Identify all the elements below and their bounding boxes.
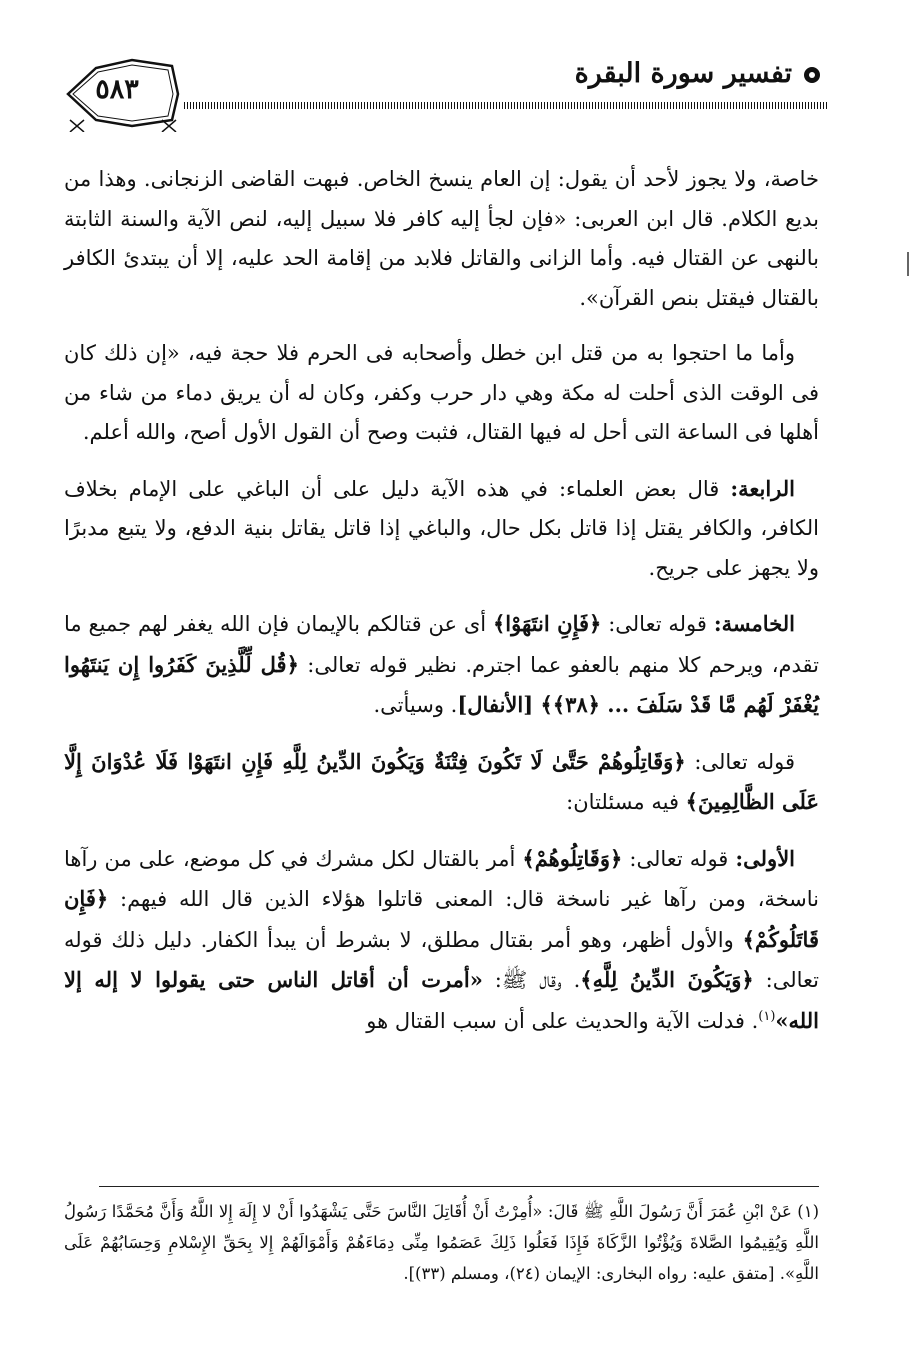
paragraph-1 — [64, 160, 819, 318]
hadith-quote: «أمرت أن أقاتل الناس حتى يقولوا لا إله إلا الله» — [64, 967, 819, 1033]
section-heading: الخامسة: — [713, 611, 795, 636]
paragraph-text: أى عن قتالكم بالإيمان فإن الله يغفر لهم جميع ما تقدم، ويرحم كلا منهم بالعفو عما اجترم. نظير قوله تعالى: — [64, 612, 819, 677]
quran-verse: ﴿فَإِنِ انتَهَوْا﴾ — [492, 611, 602, 636]
paragraph-6 — [64, 839, 819, 1042]
paragraph-text: وأما ما احتجوا به من قتل ابن خطل وأصحابه فى الحرم فلا حجة فيه، «إن ذلك كان فى الوقت الذى أحلت له مكة وهي دار حرب وكفر، وكان له أن يريق دماء من شاء من أهلها فى الساعة التى أحل له فيها القتال، فثبت وصح أن القول الأول أصح، والله أعلم. — [64, 341, 819, 444]
page-header — [50, 52, 828, 142]
paragraph-text: . فدلت الآية والحديث على أن سبب القتال هو — [366, 1008, 759, 1033]
header-rule — [184, 102, 828, 109]
section-heading: الرابعة: — [730, 475, 795, 501]
paragraph-text: والأول أظهر، وهو أمر بقتال مطلق، لا بشرط أن يبدأ الكفار. دليل ذلك قوله تعالى: — [64, 927, 820, 992]
paragraph-text: فيه مسئلتان: — [566, 790, 686, 814]
page-number: ٥٨٣ — [95, 74, 139, 105]
footnote: (١) عَنْ ابْنِ عُمَرَ أَنَّ رَسُولَ اللَّهِ ﷺ قَالَ: «أُمِرْتُ أَنْ أُقَاتِلَ النَّاسَ حَتَّى يَشْهَدُوا أَنْ لا إِلَهَ إِلا اللَّهُ وَأَنَّ مُحَمَّدًا رَسُولُ اللَّهِ وَيُقِيمُوا الصَّلاةَ وَيُؤْتُوا الزَّكَاةَ فَإِذَا فَعَلُوا ذَلِكَ عَصَمُوا مِنِّى دِمَاءَهُمْ وَأَمْوَالَهُمْ إِلا بِحَقِّ الإِسْلامِ وَحِسَابُهُمْ عَلَى اللَّهِ». [متفق عليه: رواه البخارى: الإيمان (٢٤)، ومسلم (٣٣)]. — [64, 1202, 819, 1283]
footnote-marker: (١) — [758, 1008, 776, 1024]
paragraph-text: قوله تعالى: — [601, 612, 714, 636]
main-text — [64, 160, 819, 1057]
footnote-separator — [99, 1186, 819, 1187]
paragraph-text: قوله تعالى: — [622, 846, 736, 871]
quran-verse: ﴿وَقَاتِلُوهُمْ﴾ — [522, 845, 623, 871]
quran-verse: ﴿وَيَكُونَ الدِّينُ لِلَّهِ﴾ — [580, 967, 754, 992]
flower-ornament-icon — [802, 65, 822, 85]
quran-verse: ﴿قُل لِّلَّذِينَ كَفَرُوا إِن يَنتَهُوا يُغْفَرْ لَهُم مَّا قَدْ سَلَفَ ... ﴿٣٨﴾﴾ [الأنفال] — [64, 651, 819, 717]
paragraph-text: . وقال ﷺ: — [482, 968, 581, 992]
paragraph-4 — [64, 604, 819, 726]
paragraph-text: قوله تعالى: — [685, 749, 795, 774]
paragraph-3 — [64, 469, 819, 589]
paragraph-text: قال بعض العلماء: في هذه الآية دليل على أن الباغي على الإمام بخلاف الكافر، والكافر يقتل إذا قاتل بكل حال، والباغي إذا قاتل يقاتل بنية الدفع، ولا يتبع مدبرًا ولا يجهز على جريح. — [64, 476, 819, 580]
paragraph-text: أمر بالقتال لكل مشرك في كل موضع، على من رآها ناسخة، ومن رآها غير ناسخة قال: المعنى قاتلوا هؤلاء الذين قال الله فيهم: — [64, 846, 819, 911]
quran-verse: ﴿وَقَاتِلُوهُمْ حَتَّىٰ لَا تَكُونَ فِتْنَةٌ وَيَكُونَ الدِّينُ لِلَّهِ فَإِنِ انتَهَوْا فَلَا عُدْوَانَ إِلَّا عَلَى الظَّالِمِينَ﴾ — [64, 748, 819, 814]
edge-mark — [907, 252, 909, 276]
paragraph-2 — [64, 334, 819, 453]
section-heading: الأولى: — [735, 845, 796, 871]
paragraph-text: خاصة، ولا يجوز لأحد أن يقول: إن العام ينسخ الخاص. فبهت القاضى الزنجانى. وهذا من بديع الكلام. قال ابن العربى: «فإن لجأ إليه كافر فلا سبيل إليه، لنص الآية والسنة الثابتة بالنهى عن القتال فيه. وأما الزانى والقاتل فلابد من إقامة الحد عليه، إلا أن يبتدئ الكافر بالقتال فيقتل بنص القرآن». — [64, 167, 819, 310]
paragraph-text: . وسيأتى. — [373, 693, 458, 717]
running-title: تفسير سورة البقرة — [574, 58, 792, 89]
quran-verse: ﴿فَإِن قَاتَلُوكُمْ﴾ — [64, 886, 819, 952]
paragraph-5 — [64, 742, 819, 823]
